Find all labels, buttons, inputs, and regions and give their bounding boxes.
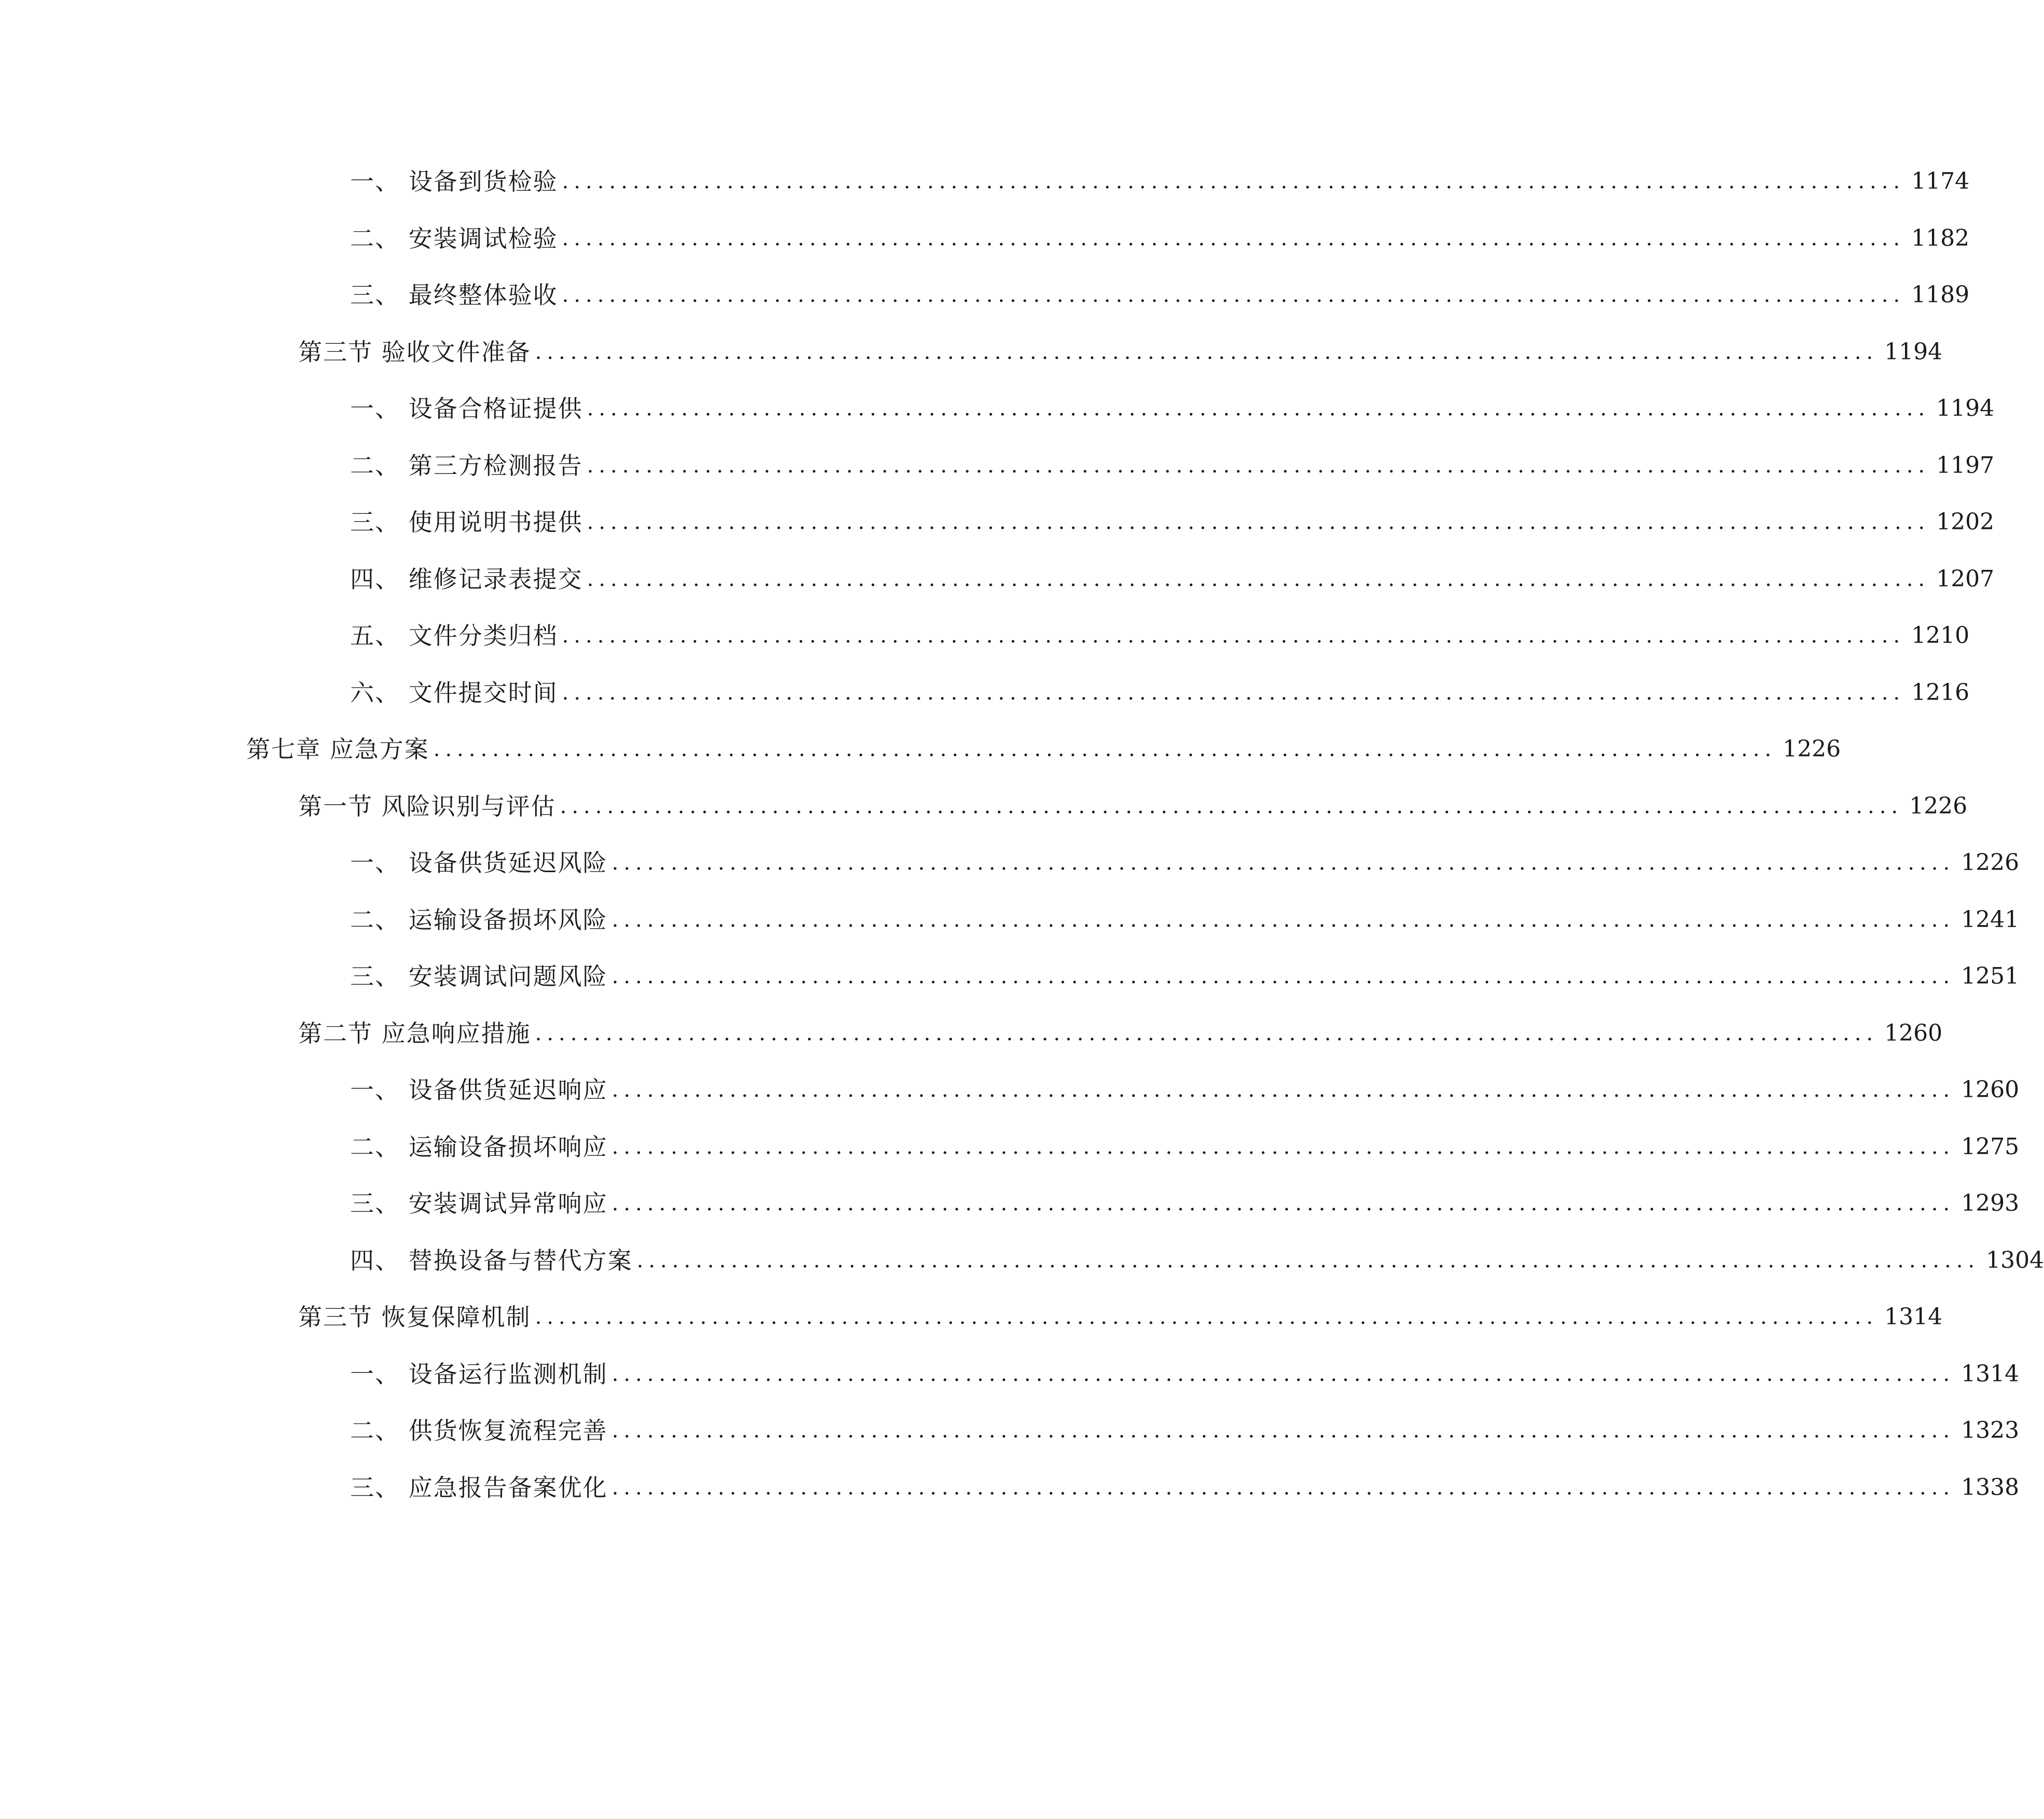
dot-leader: .................................................................................................................. <box>587 454 1930 478</box>
toc-page-number: 1194 <box>1884 339 1943 365</box>
dot-leader: .................................................................................................................. <box>562 170 1906 193</box>
toc-entry-label: 四、 维修记录表提交 <box>350 565 583 593</box>
toc-page-number: 1323 <box>1961 1417 2020 1444</box>
toc-page-number: 1189 <box>1911 282 1970 308</box>
toc-entry[interactable] <box>350 558 1995 600</box>
toc-page-number: 1251 <box>1961 963 2020 989</box>
toc-entry-label: 二、 第三方检测报告 <box>350 452 583 480</box>
toc-page-number: 1304 <box>1986 1247 2044 1274</box>
toc-entry-label: 一、 设备到货检验 <box>350 167 558 195</box>
toc-entry[interactable] <box>350 161 1970 202</box>
toc-entry[interactable] <box>350 1069 2020 1111</box>
toc-entry-label: 一、 设备合格证提供 <box>350 395 583 423</box>
dot-leader: .................................................................................................................. <box>587 397 1930 421</box>
toc-entry-label: 二、 安装调试检验 <box>350 225 558 253</box>
toc-page-number: 1226 <box>1909 793 1968 819</box>
dot-leader: .................................................................................................................. <box>611 1419 1955 1443</box>
toc-entry-label: 第三节 验收文件准备 <box>298 338 531 366</box>
toc-page-number: 1314 <box>1961 1361 2020 1387</box>
toc-entry[interactable] <box>298 786 1968 827</box>
toc-entry-label: 一、 设备供货延迟风险 <box>350 849 608 877</box>
toc-entry-label: 第七章 应急方案 <box>246 735 429 763</box>
toc-page-number: 1314 <box>1884 1304 1943 1330</box>
toc-entry[interactable] <box>350 1126 2020 1168</box>
toc-page-number: 1241 <box>1961 906 2020 933</box>
toc-entry-label: 一、 设备运行监测机制 <box>350 1360 608 1388</box>
toc-entry-label: 六、 文件提交时间 <box>350 679 558 707</box>
toc-entry[interactable] <box>350 615 1970 656</box>
toc-page-number: 1182 <box>1911 225 1970 251</box>
toc-entry-label: 三、 安装调试问题风险 <box>350 962 608 990</box>
dot-leader: .................................................................................................................. <box>611 1476 1955 1500</box>
toc-entry-label: 第三节 恢复保障机制 <box>298 1303 531 1331</box>
toc-entry[interactable] <box>350 1240 2044 1281</box>
toc-entry[interactable] <box>350 1467 2020 1508</box>
dot-leader: .................................................................................................................. <box>535 1305 1879 1329</box>
toc-entry[interactable] <box>350 1410 2020 1451</box>
dot-leader: .................................................................................................................. <box>611 851 1955 875</box>
dot-leader: .................................................................................................................. <box>562 283 1906 307</box>
dot-leader: .................................................................................................................. <box>560 794 1903 818</box>
toc-page-number: 1260 <box>1961 1076 2020 1103</box>
toc-entry[interactable] <box>350 842 2020 884</box>
toc-page-number: 1338 <box>1961 1474 2020 1501</box>
toc-entry-label: 第一节 风险识别与评估 <box>298 792 556 820</box>
toc-page-number: 1207 <box>1936 566 1995 592</box>
dot-leader: .................................................................................................................. <box>562 681 1906 705</box>
toc-entry-label: 一、 设备供货延迟响应 <box>350 1076 608 1104</box>
toc-entry-label: 五、 文件分类归档 <box>350 622 558 650</box>
toc-entry-label: 第二节 应急响应措施 <box>298 1019 531 1047</box>
toc-page-number: 1226 <box>1961 849 2020 876</box>
toc-entry-label: 三、 应急报告备案优化 <box>350 1474 608 1502</box>
toc-entry[interactable] <box>350 672 1970 713</box>
toc-entry[interactable] <box>298 331 1943 373</box>
toc-entry-label: 三、 安装调试异常响应 <box>350 1190 608 1218</box>
toc-page-number: 1226 <box>1783 736 1841 762</box>
toc-entry[interactable] <box>350 1183 2020 1224</box>
toc-page-number: 1194 <box>1936 395 1995 422</box>
dot-leader: .................................................................................................................. <box>611 1362 1955 1386</box>
toc-entry[interactable] <box>350 1353 2020 1395</box>
toc-page-number: 1210 <box>1911 622 1970 649</box>
dot-leader: .................................................................................................................. <box>611 1192 1955 1215</box>
toc-page-number: 1174 <box>1911 168 1970 194</box>
toc-entry-label: 二、 供货恢复流程完善 <box>350 1417 608 1445</box>
toc-page-number: 1275 <box>1961 1134 2020 1160</box>
dot-leader: .................................................................................................................. <box>562 624 1906 648</box>
dot-leader: .................................................................................................................. <box>562 227 1906 250</box>
dot-leader: .................................................................................................................. <box>587 510 1930 534</box>
toc-entry[interactable] <box>350 899 2020 941</box>
dot-leader: .................................................................................................................. <box>611 908 1955 932</box>
toc-entry[interactable] <box>350 956 2020 997</box>
toc-entry-label: 二、 运输设备损坏风险 <box>350 906 608 934</box>
toc-entry-label: 四、 替换设备与替代方案 <box>350 1247 633 1275</box>
toc-entry[interactable] <box>350 218 1970 259</box>
toc-entry-label: 三、 最终整体验收 <box>350 281 558 309</box>
dot-leader: .................................................................................................................. <box>611 964 1955 988</box>
toc-entry[interactable] <box>350 445 1995 486</box>
toc-entry[interactable] <box>298 1296 1943 1338</box>
dot-leader: .................................................................................................................. <box>611 1135 1955 1159</box>
toc-entry-label: 三、 使用说明书提供 <box>350 508 583 536</box>
dot-leader: .................................................................................................................. <box>587 567 1930 591</box>
toc-page-number: 1260 <box>1884 1020 1943 1046</box>
toc-entry[interactable] <box>350 274 1970 316</box>
dot-leader: .................................................................................................................. <box>433 737 1777 761</box>
toc-page-number: 1202 <box>1936 509 1995 535</box>
dot-leader: .................................................................................................................. <box>535 1022 1879 1045</box>
dot-leader: .................................................................................................................. <box>636 1249 1980 1272</box>
toc-entry[interactable] <box>350 388 1995 429</box>
toc-entry-label: 二、 运输设备损坏响应 <box>350 1133 608 1161</box>
dot-leader: .................................................................................................................. <box>611 1078 1955 1102</box>
toc-entry[interactable] <box>350 501 1995 543</box>
toc-page-number: 1216 <box>1911 679 1970 706</box>
toc-entry[interactable] <box>298 1013 1943 1054</box>
toc-page-number: 1197 <box>1936 452 1995 479</box>
toc-entry[interactable] <box>246 729 1841 770</box>
dot-leader: .................................................................................................................. <box>535 340 1879 364</box>
toc-page-number: 1293 <box>1961 1190 2020 1216</box>
